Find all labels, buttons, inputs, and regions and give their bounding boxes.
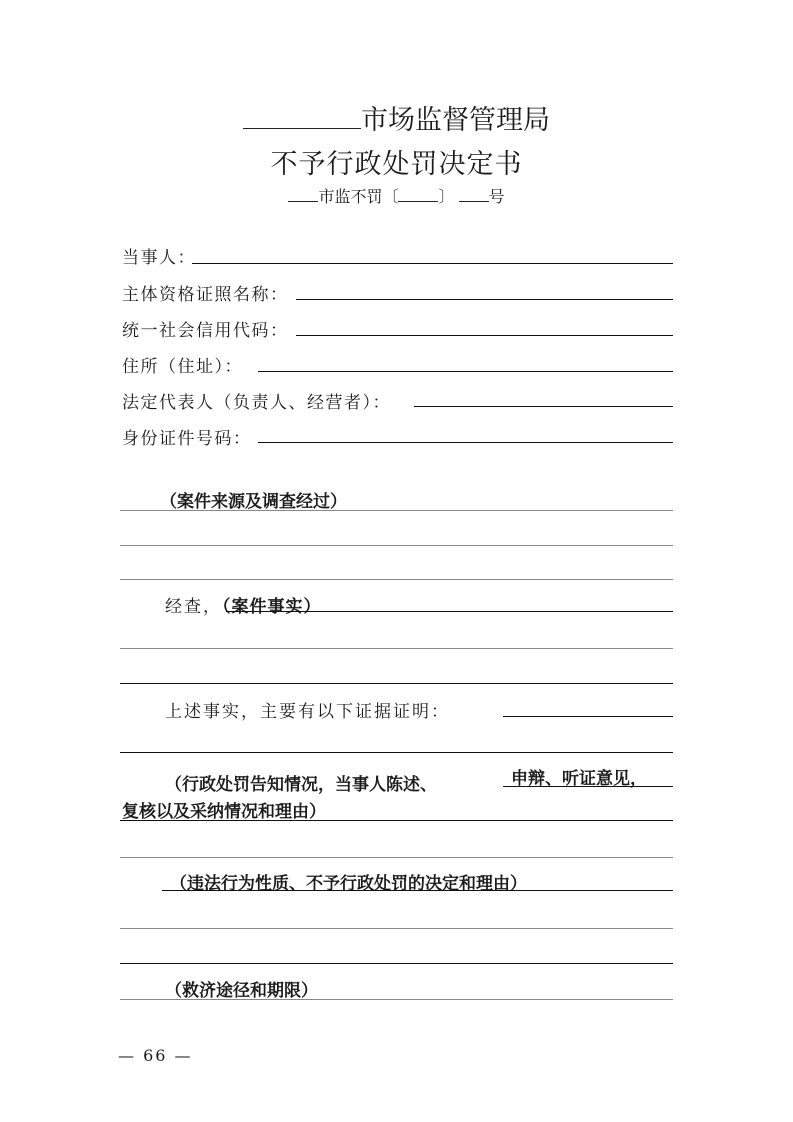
nature-heading: （违法行为性质、不予行政处罚的决定和理由） bbox=[170, 874, 527, 894]
evidence-underline bbox=[503, 716, 673, 717]
nature-line-2 bbox=[120, 963, 673, 964]
notice-heading-part3: 复核以及采纳情况和理由） bbox=[122, 802, 326, 822]
notice-line-2 bbox=[120, 857, 673, 858]
field-id-number-line[interactable] bbox=[258, 442, 673, 443]
page-number: — 66 — bbox=[118, 1046, 193, 1065]
notice-line-1 bbox=[120, 820, 673, 821]
doc-number-mid: 市监不罚〔 bbox=[318, 187, 399, 206]
nature-underline bbox=[162, 890, 673, 891]
notice-heading-part2: 申辩、听证意见， bbox=[511, 769, 647, 789]
field-address-line[interactable] bbox=[258, 371, 673, 372]
case-source-heading: （案件来源及调查经过） bbox=[160, 492, 347, 512]
authority-title bbox=[0, 98, 793, 137]
field-license-label: 主体资格证照名称： bbox=[122, 285, 289, 305]
evidence-text: 上述事实，主要有以下证据证明： bbox=[165, 702, 450, 722]
field-representative-line[interactable] bbox=[414, 406, 673, 407]
document-title: 不予行政处罚决定书 bbox=[270, 149, 523, 180]
authority-blank bbox=[243, 127, 361, 129]
doc-number-blank-prefix bbox=[288, 200, 318, 202]
doc-number-blank-year bbox=[398, 200, 438, 202]
document-number bbox=[0, 184, 793, 207]
case-facts-heading: （案件事实） bbox=[222, 597, 322, 617]
case-source-line-3 bbox=[120, 579, 673, 580]
remedy-line-1 bbox=[120, 999, 673, 1000]
nature-line-1 bbox=[120, 928, 673, 929]
field-party-line[interactable] bbox=[192, 263, 673, 264]
doc-number-close: 〕 bbox=[438, 187, 455, 206]
field-representative-label: 法定代表人（负责人、经营者）： bbox=[122, 393, 391, 413]
case-source-line-1 bbox=[120, 510, 673, 511]
case-facts-line-2 bbox=[120, 683, 673, 684]
case-facts-paragraph bbox=[165, 592, 322, 617]
authority-suffix: 市场监督管理局 bbox=[361, 105, 550, 136]
case-source-line-2 bbox=[120, 545, 673, 546]
field-license-line[interactable] bbox=[296, 299, 673, 300]
field-id-number-label: 身份证件号码： bbox=[122, 429, 252, 449]
field-party-label: 当事人： bbox=[122, 248, 196, 268]
notice-heading-part1: （行政处罚告知情况，当事人陈述、 bbox=[165, 775, 437, 795]
notice-underline bbox=[503, 786, 673, 787]
field-address-label: 住所（住址）： bbox=[122, 357, 243, 377]
field-credit-code-line[interactable] bbox=[296, 335, 673, 336]
doc-number-suffix: 号 bbox=[488, 187, 505, 206]
case-facts-underline bbox=[226, 611, 673, 612]
found-prefix: 经查， bbox=[165, 597, 222, 617]
field-credit-code-label: 统一社会信用代码： bbox=[122, 321, 289, 341]
remedy-heading: （救济途径和期限） bbox=[165, 981, 318, 1001]
doc-number-blank-seq bbox=[459, 200, 489, 202]
evidence-line-1 bbox=[120, 752, 673, 753]
case-facts-line-1 bbox=[120, 648, 673, 649]
